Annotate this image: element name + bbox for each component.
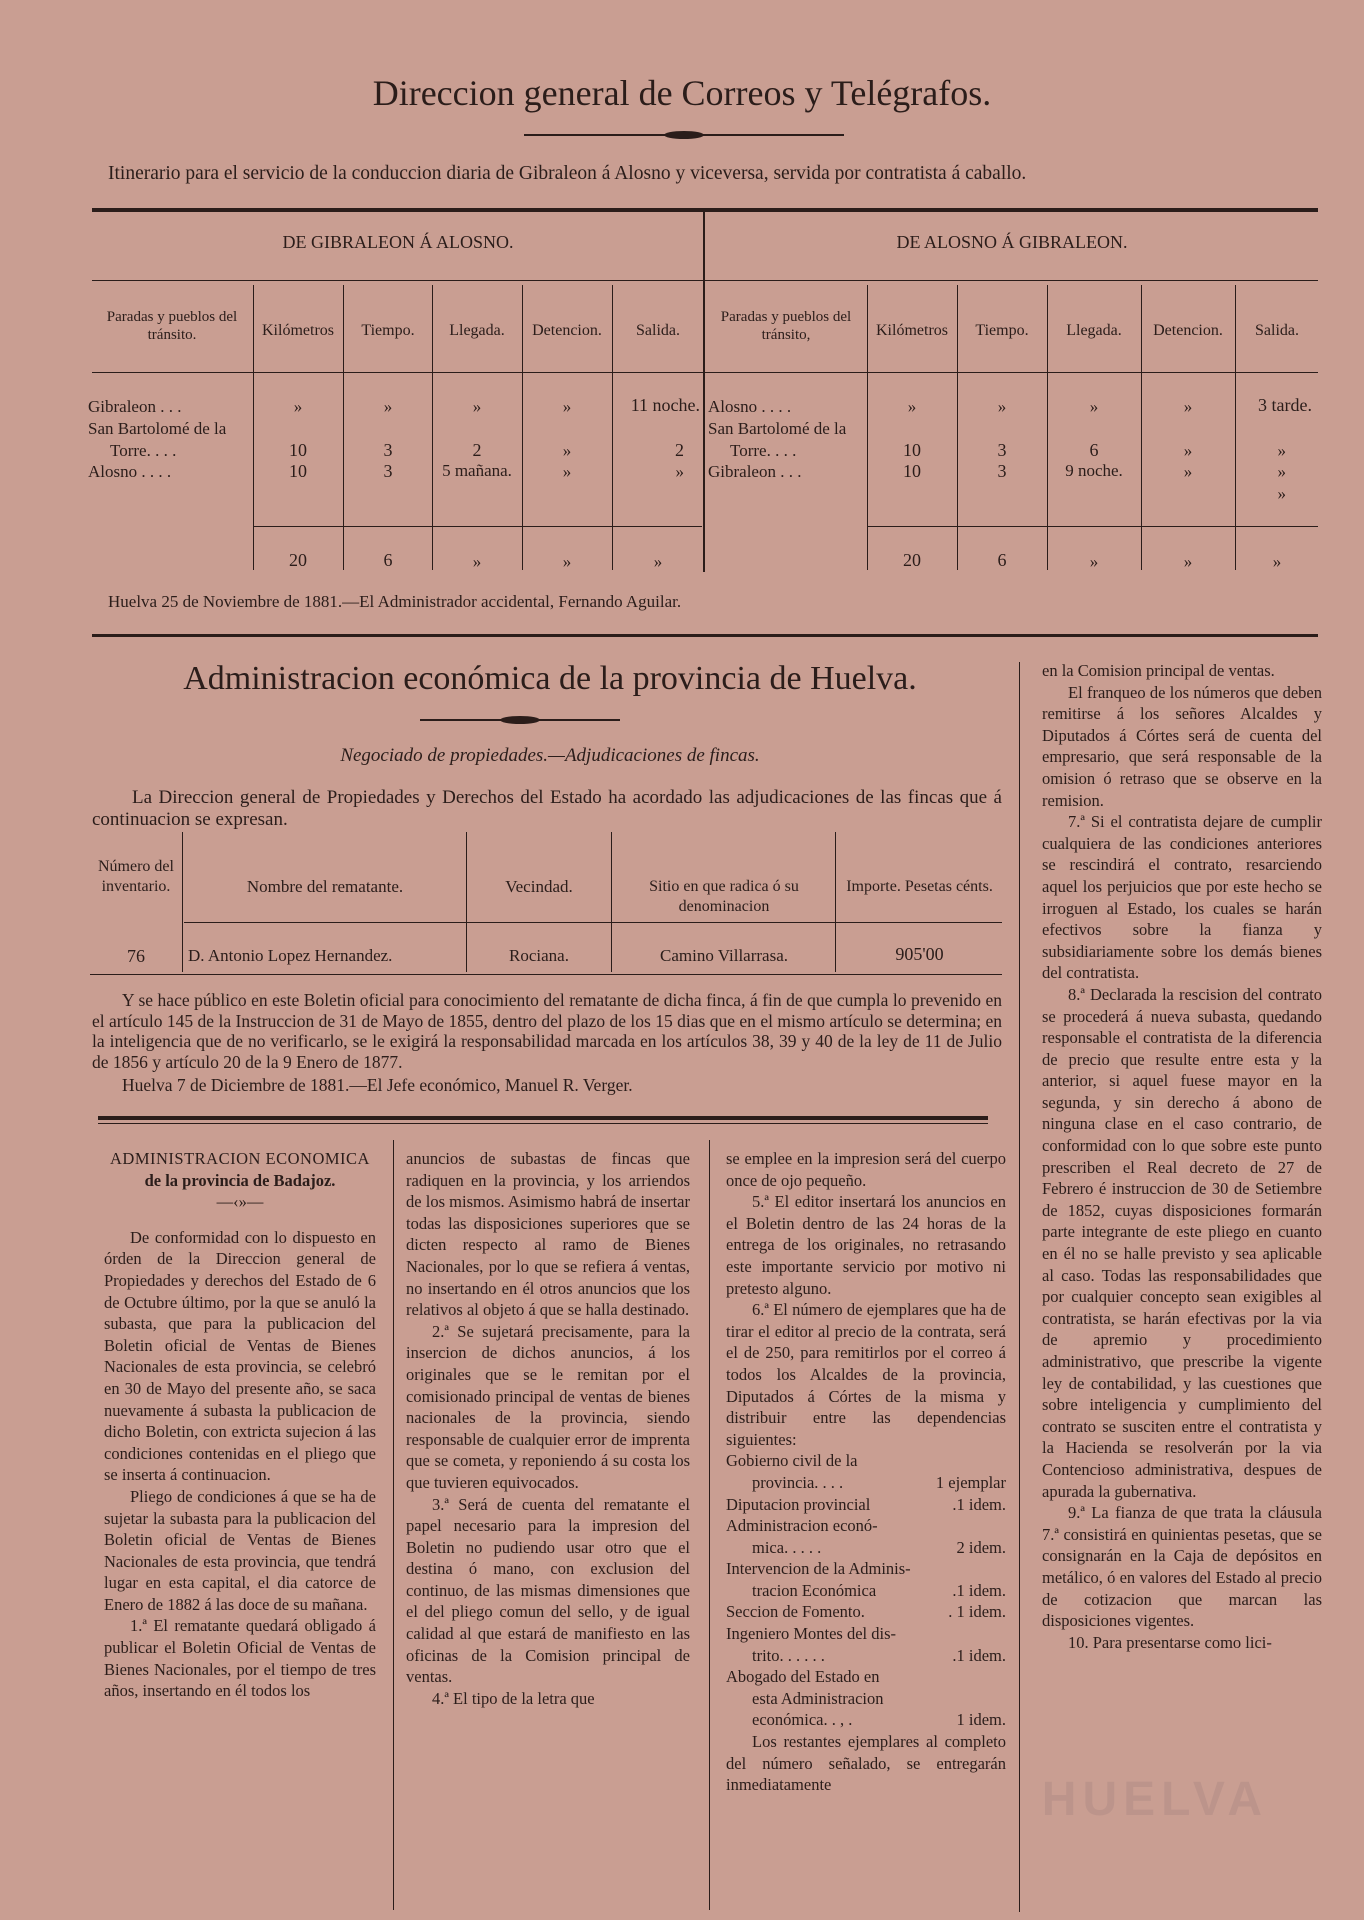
huelva-col-sitio: Sitio en que radica ó su denominacion (649, 878, 799, 915)
list-item: Intervencion de la Adminis- (726, 1559, 911, 1579)
left-row-1-salida: 11 noche. (630, 395, 700, 415)
left-row-1-tiempo: » (383, 397, 393, 416)
right-row-3-detencion: » (1183, 462, 1193, 481)
col2-para-4: 4.ª El tipo de la letra que (432, 1688, 595, 1708)
huelva-body: Y se hace público en este Boletin oficial para conocimiento del rematante de dicha finca, á fin de que cumpla lo prevenido en el artículo 145 de la Instruccion de 31 de Mayo de 1855, dentro del plazo de los 15 dias que en el mismo artículo se determina; en la inteligencia que de no verificarlo, se le exigirá la responsabilidad marcada en los artículos 38, 39 y 40 de la ley de 11 de Julio de 1856 y artículo 20 de la 9 Enero de 1877. (92, 990, 1002, 1072)
col3-para-2: 5.ª El editor insertará los anuncios en el Boletin dentro de las 24 horas de la entrega de los originales, no retrasando este importante servicio por motivo ni pretesto alguno. (726, 1192, 1006, 1298)
totals-right-salida: » (1272, 552, 1282, 571)
totals-left-salida: » (653, 552, 663, 571)
left-row-1-detencion: » (562, 397, 572, 416)
table-center-divider (703, 212, 705, 572)
left-col-paradas: Paradas y pueblos del tránsito. (106, 309, 238, 343)
col-divider (709, 1140, 710, 1910)
correos-title: Direccion general de Correos y Telégrafos. (372, 73, 992, 113)
col3-para-4: Los restantes ejemplares al completo del número señalado, se entregarán inmediatamente (726, 1732, 1006, 1795)
right-extra-mark: » (1277, 484, 1286, 503)
list-item: provincia. . . . 1 ejemplar (752, 1472, 1006, 1492)
totals-left-detencion: » (562, 552, 572, 571)
header-bottom-rule (92, 372, 1318, 373)
column-3 (726, 1148, 1006, 1918)
title-ornament (524, 130, 844, 140)
col4-para-2: El franqueo de los números que deben remitirse á los señores Alcaldes y Diputados á Córtes será de cuenta del empresario, que será responsable de la omision ó retraso que se observe en la remision. (1042, 682, 1322, 810)
left-row-2-detencion: » (562, 441, 572, 460)
left-row-1-km: » (293, 397, 303, 416)
col4-para-3: 7.ª Si el contratista dejare de cumplir cualquiera de las condiciones anteriores se rescindirá el contrato, resarciendo aquel los perjuicios que por este hecho se irroguen al Estado, los cuales se harán efectivos sobre la fianza y subsidiariamente sobre los demás bienes del contratista. (1042, 812, 1322, 983)
list-item: Gobierno civil de la (726, 1451, 858, 1471)
column-4 (1042, 660, 1322, 1912)
huelva-title: Administracion económica de la provincia de Huelva. (183, 660, 917, 697)
right-col-km: Kilómetros (876, 322, 948, 339)
heading-rule (92, 280, 1318, 281)
right-row-2-km: 10 (903, 440, 921, 460)
table-top-rule (92, 208, 1318, 212)
list-item: económica. . , . 1 idem. (752, 1710, 1006, 1730)
totals-left-km: 20 (289, 550, 307, 570)
list-item: Seccion de Fomento. . 1 idem. (726, 1602, 1006, 1622)
list-item: esta Administracion (752, 1688, 884, 1708)
right-col-tiempo: Tiempo. (975, 322, 1029, 339)
left-heading: DE GIBRALEON Á ALOSNO. (282, 232, 514, 252)
left-col-tiempo: Tiempo. (361, 322, 415, 339)
left-row-1-llegada: » (472, 397, 482, 416)
left-col-detencion: Detencion. (532, 322, 602, 339)
col-line (957, 285, 958, 570)
col-line (1047, 285, 1048, 570)
right-row-1-parada: Alosno . . . . (708, 397, 792, 416)
huelva-row-vecindad: Rociana. (509, 946, 569, 965)
col4-para-5: 9.ª La fianza de que trata la cláusula 7.ª consistirá en quinientas pesetas, que se consignarán en la Caja de depósitos en metálico, ó en valores del Estado al precio de cotizacion que marcan las disposiciones vigentes. (1042, 1503, 1322, 1631)
right-row-1-detencion: » (1183, 397, 1193, 416)
totals-right-llegada: » (1089, 552, 1099, 571)
left-row-2-parada-cont: Torre. . . . (110, 441, 177, 460)
col2-para-2: 2.ª Se sujetará precisamente, para la insercion de dichos anuncios, á los originales que se le remitan por el comisionado principal de ventas de bienes nacionales de la provincia, siendo responsable de cualquier error de imprenta que se cometa, y reponiendo á su costa los que tuvieren equivocados. (406, 1321, 690, 1492)
col2-para-1: anuncios de subastas de fincas que radiquen en la provincia, y los arriendos de los mismos. Asimismo habrá de insertar todas las disposiciones superiores que se dicten respecto al ramo de Bienes Nacionales, por lo que se refiera á ventas, no insertando en él otros anuncios que los relativos al objeto á que se halla destinado. (406, 1149, 690, 1320)
right-row-1-salida: 3 tarde. (1258, 395, 1312, 415)
totals-top-rule (254, 526, 702, 527)
huelva-intro: La Direccion general de Propiedades y Derechos del Estado ha acordado las adjudicaciones de las fincas que á continuacion se expresan. (92, 787, 1002, 830)
left-row-3-parada: Alosno . . . . (88, 462, 172, 481)
list-item: Diputacion provincial .1 idem. (726, 1494, 1006, 1514)
badajoz-ornament: —‹»— (216, 1192, 264, 1212)
column-1 (104, 1148, 376, 1918)
totals-right-tiempo: 6 (997, 550, 1007, 570)
list-item: Ingeniero Montes del dis- (726, 1624, 897, 1644)
huelva-header-rule (184, 922, 1002, 923)
col-line (1141, 285, 1142, 570)
totals-top-rule-right (868, 526, 1318, 527)
col-line (182, 832, 183, 972)
col1-para-3: 1.ª El rematante quedará obligado á publicar el Boletin Oficial de Ventas de Bienes Nacionales, por el tiempo de tres años, insertando en él todos los (104, 1616, 376, 1701)
totals-right-detencion: » (1183, 552, 1193, 571)
correos-signature: Huelva 25 de Noviembre de 1881.—El Administrador accidental, Fernando Aguilar. (108, 592, 682, 611)
left-row-2-llegada: 2 (472, 440, 482, 460)
badajoz-heading-1: ADMINISTRACION ECONOMICA (110, 1149, 370, 1168)
col-line (466, 832, 467, 972)
totals-left-llegada: » (472, 552, 482, 571)
right-col-detencion: Detencion. (1153, 322, 1223, 339)
correos-subtitle: Itinerario para el servicio de la conduccion diaria de Gibraleon á Alosno y viceversa, servida por contratista á caballo. (108, 163, 1027, 184)
left-col-llegada: Llegada. (449, 322, 505, 339)
left-row-3-salida: » (675, 462, 684, 481)
totals-left-tiempo: 6 (383, 550, 393, 570)
left-row-3-llegada: 5 mañana. (442, 461, 512, 480)
col-line (253, 285, 254, 570)
huelva-col-importe: Importe. Pesetas cénts. (846, 878, 993, 895)
col-line (835, 832, 836, 972)
huelva-row-sitio: Camino Villarrasa. (659, 946, 789, 965)
col3-para-3: 6.ª El número de ejemplares que ha de tirar el editor al precio de la contrata, será el de 250, para remitirlos por el correo á todos los Alcaldes de la provincia, Diputados á Córtes de la misma y distribuir entre las dependencias siguientes: (726, 1300, 1006, 1449)
left-row-2-salida: 2 (675, 440, 684, 460)
list-item: trito. . . . . . .1 idem. (752, 1645, 1006, 1665)
left-row-2-tiempo: 3 (383, 440, 393, 460)
right-heading: DE ALOSNO Á GIBRALEON. (896, 232, 1128, 252)
section-rule-2b (98, 1123, 988, 1124)
huelva-row-importe: 905'00 (895, 944, 944, 964)
left-row-2-parada: San Bartolomé de la (88, 419, 227, 438)
huelva-signature: Huelva 7 de Diciembre de 1881.—El Jefe económico, Manuel R. Verger. (122, 1075, 633, 1095)
right-row-3-salida: » (1277, 462, 1286, 481)
right-row-3-km: 10 (903, 461, 921, 481)
col-line (522, 285, 523, 570)
col-line (611, 832, 612, 972)
col-line (343, 285, 344, 570)
huelva-table-bottom (90, 974, 1002, 975)
right-row-2-tiempo: 3 (997, 440, 1007, 460)
right-row-2-llegada: 6 (1089, 440, 1099, 460)
right-col-paradas: Paradas y pueblos del tránsito, (720, 309, 852, 343)
huelva-ornament (420, 715, 620, 725)
right-row-3-tiempo: 3 (997, 461, 1007, 481)
right-row-2-detencion: » (1183, 441, 1193, 460)
col-divider (393, 1140, 394, 1910)
left-row-1-parada: Gibraleon . . . (88, 397, 182, 416)
col2-para-3: 3.ª Será de cuenta del rematante el papel necesario para la impresion del Boletin no pudiendo usar otro que el destina ó mano, con exclusion del continuo, de las mismas dimensiones que el del pliego comun del sello, y de igual calidad al que estará de manifiesto en las oficinas de la Comision principal de ventas. (406, 1494, 690, 1687)
right-row-2-parada: San Bartolomé de la (708, 419, 847, 438)
right-row-1-llegada: » (1089, 397, 1099, 416)
list-item: Abogado del Estado en (726, 1667, 880, 1687)
huelva-row-nombre: D. Antonio Lopez Hernandez. (188, 946, 393, 965)
col-line (867, 285, 868, 570)
huelva-subtitle: Negociado de propiedades.—Adjudicaciones de fincas. (340, 745, 760, 766)
col1-para-2: Pliego de condiciones á que se ha de sujetar la subasta para la publicacion del Boletin oficial de Ventas de Bienes Nacionales de esta provincia, que tendrá lugar en esta capital, el dia catorce de Enero de 1882 á las doce de su mañana. (104, 1486, 376, 1614)
totals-right-km: 20 (903, 550, 921, 570)
column-2 (406, 1148, 690, 1918)
right-row-1-km: » (907, 397, 917, 416)
right-row-2-parada-cont: Torre. . . . (730, 441, 797, 460)
col-line (612, 285, 613, 570)
right-row-1-tiempo: » (997, 397, 1007, 416)
col4-para-6: 10. Para presentarse como lici- (1068, 1632, 1272, 1652)
list-item: Administracion econó- (726, 1516, 878, 1536)
col-line (1235, 285, 1236, 570)
huelva-watermark: HUELVA (1041, 1773, 1268, 1826)
right-col-salida: Salida. (1255, 322, 1299, 339)
left-row-3-detencion: » (562, 462, 572, 481)
badajoz-heading-2: de la provincia de Badajoz. (144, 1170, 336, 1190)
col3-para-1: se emplee en la impresion será del cuerpo once de ojo pequeño. (726, 1149, 1006, 1190)
list-item: mica. . . . . 2 idem. (752, 1537, 1006, 1557)
col4-para-4: 8.ª Declarada la rescision del contrato se procederá á nueva subasta, quedando responsable el contratista de la diferencia de precio que resulte entre esta y la anterior, si aquel fuese mayor en la segunda, y sin derecho á abono de ninguna clase en el caso contrario, de conformidad con lo que sobre este punto prescriben el Real decreto de 27 de Febrero é instruccion de 30 de Setiembre de 1852, cuyas disposiciones formarán parte integrante de este pliego en cuanto en él no se halle previsto y sea aplicable al caso. Todas las responsabilidades que por cualquier concepto sean exigibles al contratista, se harán efectivas por la via de apremio y procedimiento administrativo, que prescribe la vigente ley de contabilidad, y las cuestiones que sobre inteligencia y cumplimiento del contrato se susciten entre el contratista y la Hacienda se resolverán por la via Contencioso administrativa, despues de apurada la gubernativa. (1042, 984, 1322, 1501)
huelva-col-numero: Número del inventario. (98, 858, 174, 895)
left-row-2-km: 10 (289, 440, 307, 460)
list-item: tracion Económica .1 idem. (752, 1580, 1006, 1600)
section-rule-2 (98, 1116, 988, 1120)
section-rule (92, 634, 1318, 637)
left-row-3-tiempo: 3 (383, 461, 393, 481)
right-row-3-parada: Gibraleon . . . (708, 462, 802, 481)
right-col-llegada: Llegada. (1066, 322, 1122, 339)
huelva-col-vecindad: Vecindad. (505, 877, 573, 896)
left-row-3-km: 10 (289, 461, 307, 481)
huelva-col-nombre: Nombre del rematante. (246, 877, 404, 896)
right-row-2-salida: » (1277, 441, 1286, 460)
col1-para-1: De conformidad con lo dispuesto en órden de la Direccion general de Propiedades y derechos del Estado de 6 de Octubre último, por la que se anuló la subasta, que para la publicacion del Boletin oficial de Ventas de Bienes Nacionales de esta provincia, se celebró en 30 de Mayo del presente año, se saca nuevamente á subasta la publicacion de dicho Boletin, con extricta sujecion á las condiciones contenidas en el pliego que se inserta á continuacion. (104, 1227, 376, 1485)
right-row-3-llegada: 9 noche. (1065, 461, 1123, 480)
left-col-salida: Salida. (636, 322, 680, 339)
col4-divider (1019, 662, 1020, 1912)
col4-para-1: en la Comision principal de ventas. (1042, 661, 1275, 680)
left-col-km: Kilómetros (262, 322, 334, 339)
huelva-row-numero: 76 (127, 946, 145, 966)
col-line (432, 285, 433, 570)
